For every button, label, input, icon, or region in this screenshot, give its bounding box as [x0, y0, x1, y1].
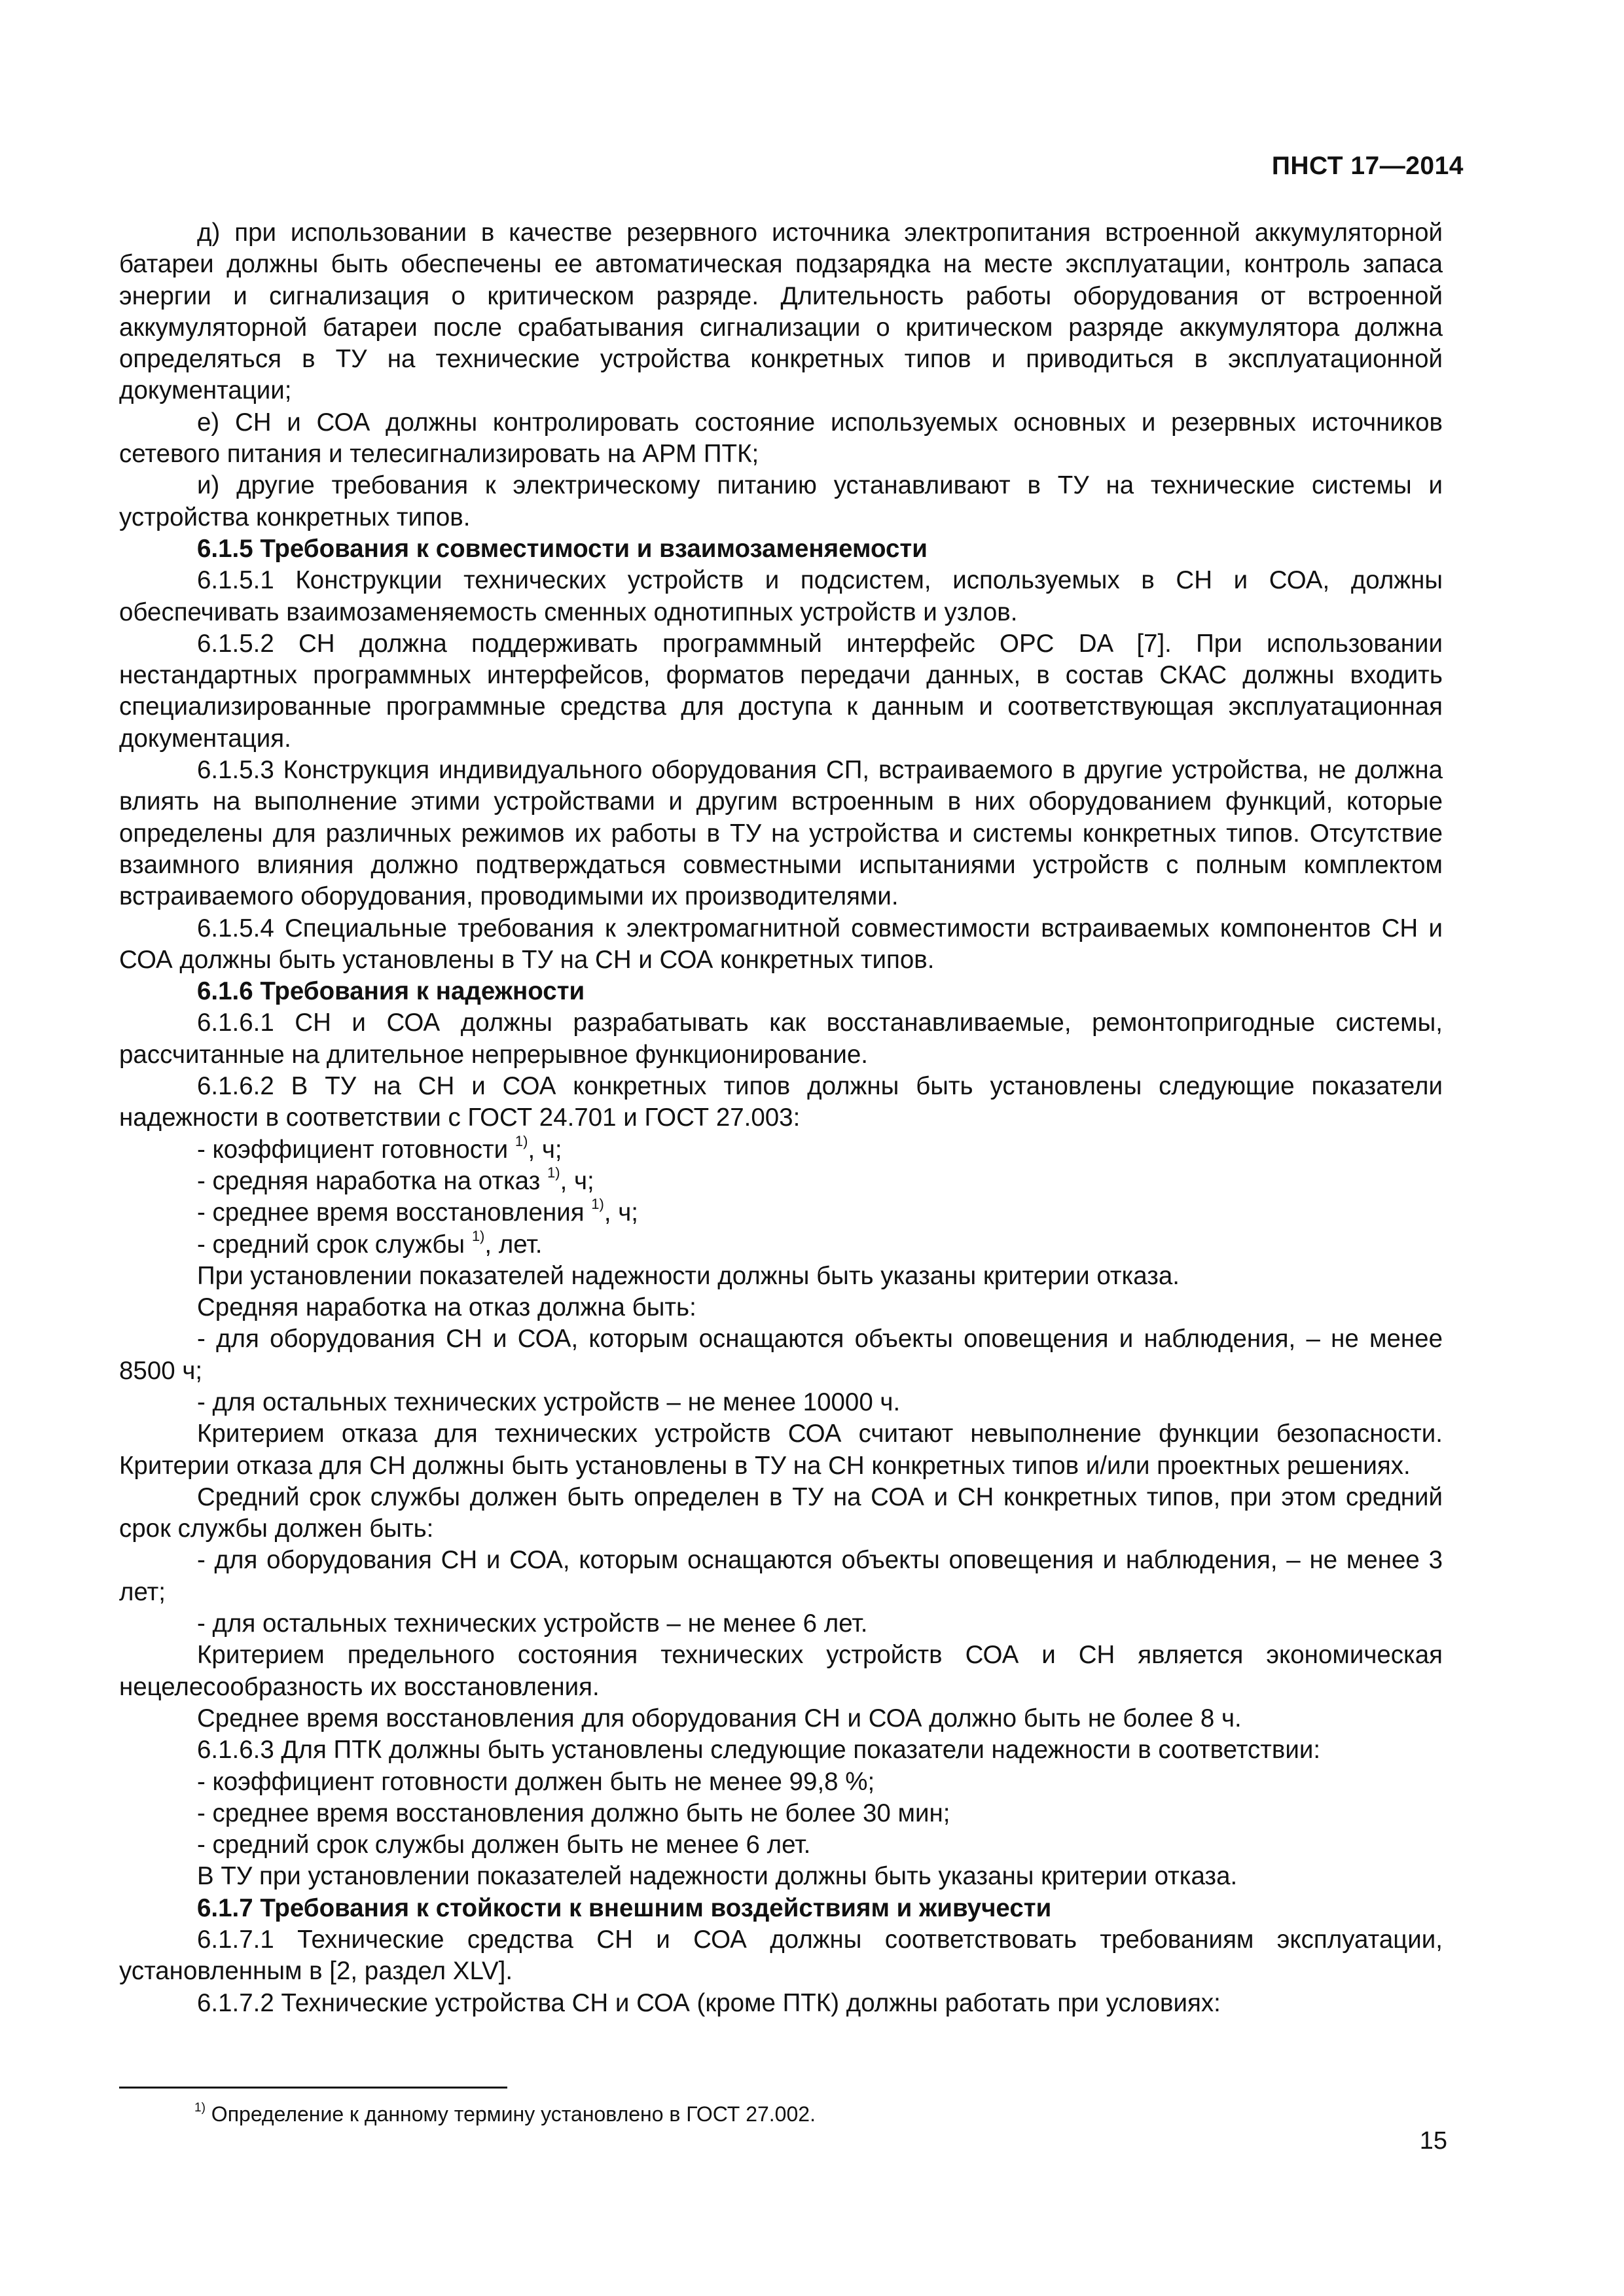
paragraph-text: - для остальных технических устройств – не менее 10000 ч.	[197, 1388, 901, 1416]
paragraph-text: При установлении показателей надежности должны быть указаны критерии отказа.	[197, 1261, 1180, 1290]
paragraph-text: Среднее время восстановления для оборудования СН и СОА должно быть не более 8 ч.	[197, 1704, 1242, 1732]
page-header: ПНСТ 17—2014	[1271, 152, 1464, 180]
paragraph-suffix: , ч;	[560, 1166, 594, 1195]
page-number: 15	[1419, 2127, 1447, 2155]
paragraph	[119, 1007, 1443, 1071]
paragraph-text: 6.1.5.2 СН должна поддерживать программный интерфейс OPC DA [7]. При использовании нестандартных программных интерфейсов, форматов передачи данных, в состав СКАС должны входить специализированные программные средства для доступа к данным и соответствующая эксплуатационная документация.	[119, 629, 1443, 753]
paragraph	[119, 1829, 1443, 1861]
list-item	[119, 1166, 1443, 1197]
paragraph	[119, 1734, 1443, 1766]
paragraph-text: 6.1.5.1 Конструкции технических устройств и подсистем, используемых в СН и СОА, должны обеспечивать взаимозаменяемость сменных однотипных устройств и узлов.	[119, 566, 1443, 626]
footnote-rule	[119, 2087, 507, 2089]
paragraph-text: е) СН и СОА должны контролировать состояние используемых основных и резервных источников сетевого питания и телесигнализировать на АРМ ПТК;	[119, 408, 1443, 469]
paragraph-suffix: , ч;	[528, 1135, 562, 1164]
paragraph-text: 6.1.6.3 Для ПТК должны быть установлены следующие показатели надежности в соответствии:	[197, 1736, 1321, 1765]
paragraph-text: - для остальных технических устройств – не менее 6 лет.	[197, 1609, 868, 1638]
paragraph	[119, 1767, 1443, 1798]
paragraph-text: д) при использовании в качестве резервного источника электропитания встроенной аккумуляторной батареи должны быть обеспечены ее автоматическая подзарядка на месте эксплуатации, контроль запаса энергии и сигнализация о критическом разряде. Длительность работы оборудования от встроенной аккумуляторной батареи после срабатывания сигнализации о критическом разряде аккумулятора должна определяться в ТУ на технические устройства конкретных типов и приводиться в эксплуатационной документации;	[119, 219, 1443, 405]
paragraph-text: 6.1.6 Требования к надежности	[197, 977, 585, 1006]
paragraph	[119, 1861, 1443, 1892]
paragraph-text: - среднее время восстановления должно быть не более 30 мин;	[197, 1799, 950, 1827]
section-heading	[119, 976, 1443, 1007]
paragraph-text: - средняя наработка на отказ	[197, 1166, 541, 1195]
paragraph-text: 6.1.7.1 Технические средства СН и СОА должны соответствовать требованиям эксплуатации, установленным в [2, раздел XLV].	[119, 1926, 1443, 1986]
list-item	[119, 1134, 1443, 1166]
paragraph	[119, 1924, 1443, 1988]
paragraph	[119, 1545, 1443, 1608]
paragraph-text: - для оборудования СН и СОА, которым оснащаются объекты оповещения и наблюдения, – не менее 3 лет;	[119, 1546, 1443, 1606]
paragraph	[119, 628, 1443, 755]
paragraph	[119, 1640, 1443, 1703]
paragraph-text: В ТУ при установлении показателей надежности должны быть указаны критерии отказа.	[197, 1862, 1238, 1891]
paragraph	[119, 1418, 1443, 1482]
paragraph	[119, 1703, 1443, 1734]
section-heading	[119, 1893, 1443, 1924]
paragraph-text: - коэффициент готовности должен быть не менее 99,8 %;	[197, 1767, 875, 1796]
paragraph-text: Средняя наработка на отказ должна быть:	[197, 1293, 696, 1322]
paragraph	[119, 913, 1443, 977]
paragraph-text: 6.1.6.1 СН и СОА должны разрабатывать как восстанавливаемые, ремонтопригодные системы, рассчитанные на длительное непрерывное функционирование.	[119, 1009, 1443, 1069]
footnote-text: Определение к данному термину установлено в ГОСТ 27.002.	[211, 2102, 816, 2126]
paragraph	[119, 755, 1443, 912]
paragraph-text: 6.1.5.3 Конструкция индивидуального оборудования СП, встраиваемого в другие устройства, не должна влиять на выполнение этими устройствами и другим встроенным в них оборудованием функций, которые определены для различных режимов их работы в ТУ на устройства и системы конкретных типов. Отсутствие взаимного влияния должно подтверждаться совместными испытаниями устройств с полным комплектом встраиваемого оборудования, проводимыми их производителями.	[119, 756, 1443, 911]
paragraph-text: - средний срок службы должен быть не менее 6 лет.	[197, 1831, 811, 1859]
paragraph	[119, 1798, 1443, 1829]
paragraph	[119, 565, 1443, 628]
list-item	[119, 1197, 1443, 1229]
paragraph-text: 6.1.7 Требования к стойкости к внешним воздействиям и живучести	[197, 1893, 1052, 1922]
paragraph-text: - среднее время восстановления	[197, 1198, 585, 1227]
footnote	[194, 2101, 816, 2127]
paragraph-text: и) другие требования к электрическому питанию устанавливают в ТУ на технические системы и устройства конкретных типов.	[119, 471, 1443, 531]
paragraph-text: - средний срок службы	[197, 1230, 465, 1259]
paragraph-text: - коэффициент готовности	[197, 1135, 509, 1164]
footnote-ref: 1)	[591, 1196, 604, 1213]
paragraph	[119, 1261, 1443, 1292]
list-item	[119, 1229, 1443, 1261]
paragraph	[119, 407, 1443, 471]
paragraph-text: 6.1.5 Требования к совместимости и взаимозаменяемости	[197, 534, 928, 563]
paragraph	[119, 217, 1443, 407]
paragraph-text: Средний срок службы должен быть определен в ТУ на СОА и СН конкретных типов, при этом средний срок службы должен быть:	[119, 1482, 1443, 1543]
paragraph	[119, 1071, 1443, 1134]
paragraph	[119, 1292, 1443, 1323]
paragraph-text: 6.1.7.2 Технические устройства СН и СОА (кроме ПТК) должны работать при условиях:	[197, 1988, 1221, 2017]
paragraph-text: Критерием предельного состояния технических устройств СОА и СН является экономическая нецелесообразность их восстановления.	[119, 1641, 1443, 1701]
paragraph-suffix: , лет.	[484, 1230, 543, 1259]
paragraph	[119, 470, 1443, 533]
paragraph	[119, 1387, 1443, 1418]
footnote-ref: 1)	[547, 1164, 560, 1181]
paragraph-text: - для оборудования СН и СОА, которым оснащаются объекты оповещения и наблюдения, – не менее 8500 ч;	[119, 1325, 1443, 1385]
section-heading	[119, 533, 1443, 565]
paragraph	[119, 1323, 1443, 1387]
paragraph-text: 6.1.5.4 Специальные требования к электромагнитной совместимости встраиваемых компонентов СН и СОА должны быть установлены в ТУ на СН и СОА конкретных типов.	[119, 914, 1443, 974]
footnote-ref: 1)	[471, 1227, 485, 1244]
paragraph-suffix: , ч;	[604, 1198, 638, 1227]
footnote-marker: 1)	[194, 2101, 206, 2115]
paragraph	[119, 1988, 1443, 2019]
paragraph	[119, 1608, 1443, 1640]
footnote-ref: 1)	[514, 1132, 528, 1149]
body-text	[119, 217, 1443, 2019]
paragraph-text: Критерием отказа для технических устройств СОА считают невыполнение функции безопасности. Критерии отказа для СН должны быть установлены в ТУ на СН конкретных типов и/или проектных решениях.	[119, 1420, 1443, 1480]
paragraph	[119, 1482, 1443, 1545]
paragraph-text: 6.1.6.2 В ТУ на СН и СОА конкретных типов должны быть установлены следующие показатели надежности в соответствии с ГОСТ 24.701 и ГОСТ 27.003:	[119, 1072, 1443, 1132]
